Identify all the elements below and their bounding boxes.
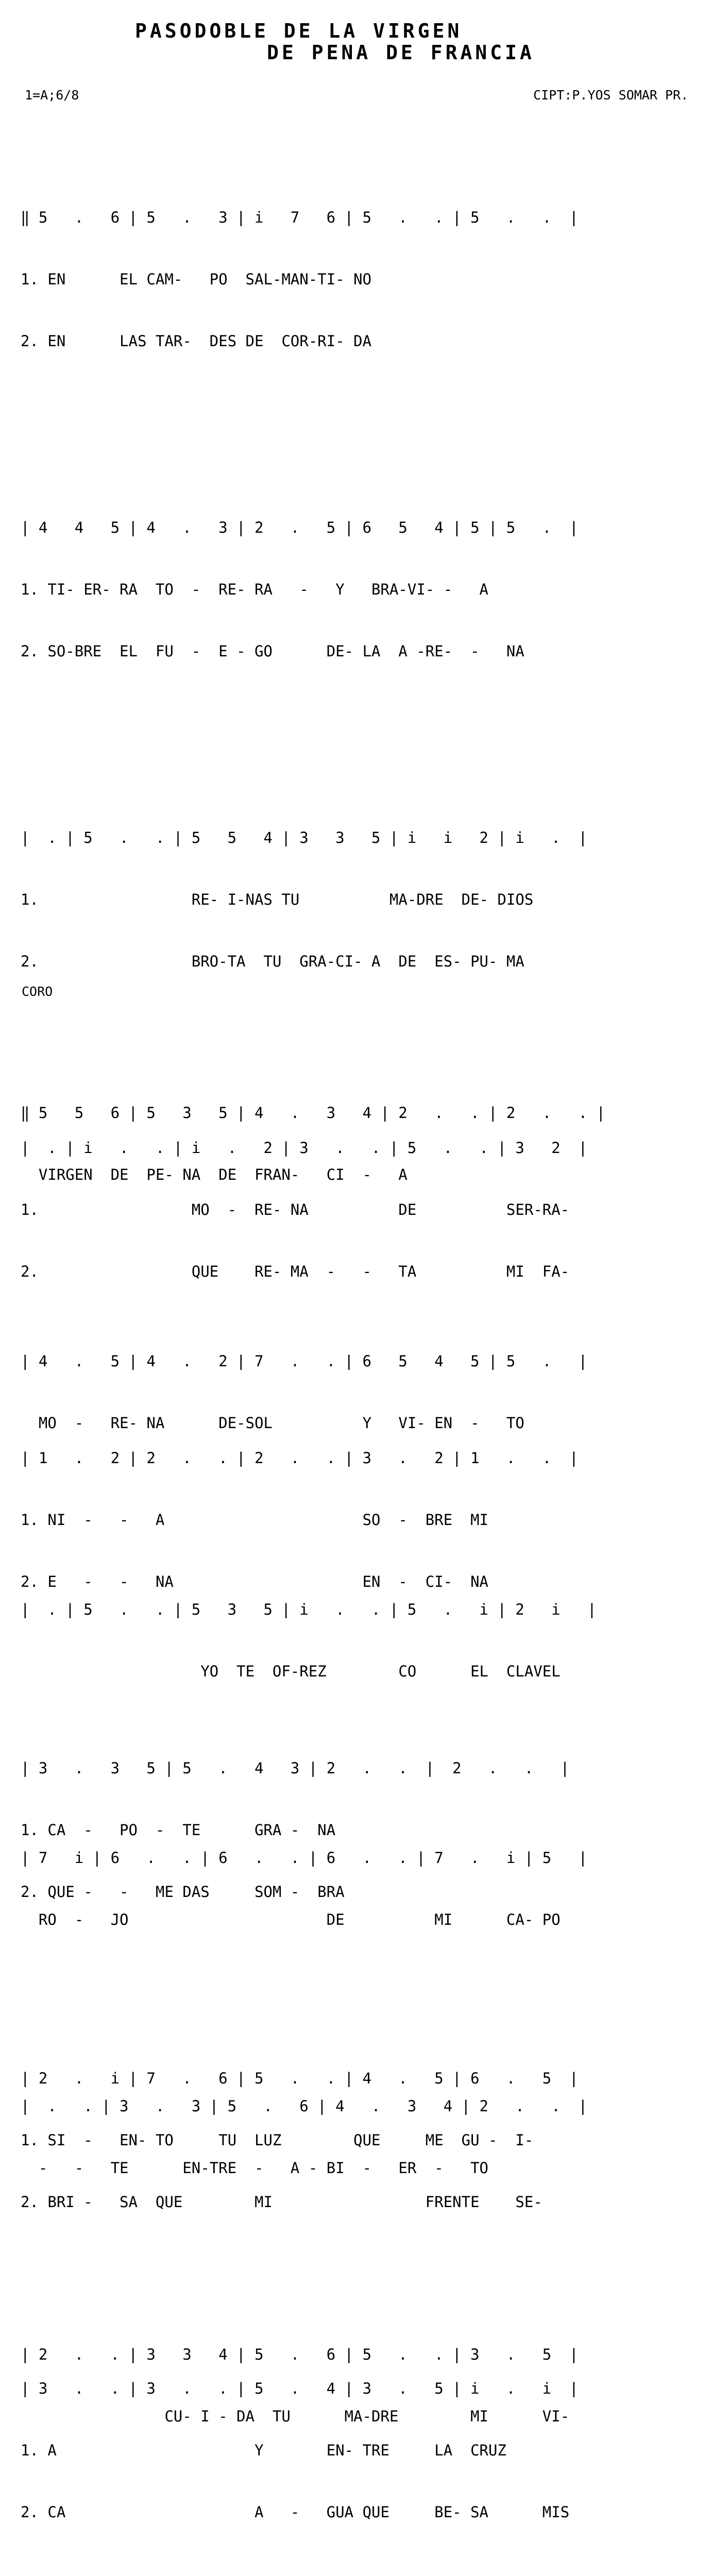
lyric-line-2: 2. QUE RE- MA - - TA MI FA- — [21, 1263, 570, 1280]
lyric-line-1: 1. TI- ER- RA TO - RE- RA - Y BRA-VI- - A — [21, 581, 488, 598]
transcription-credit: CIPT:P.YOS SOMAR PR. — [533, 88, 688, 103]
coro-score — [21, 1020, 605, 2576]
note-line: | . | 5 . . | 5 5 4 | 3 3 5 | i i 2 | i . | — [21, 829, 587, 846]
coro-system — [21, 1310, 605, 1475]
lyric-line-1: 1. SI - EN- TO TU LUZ QUE ME GU - I- — [21, 2131, 534, 2149]
note-line: | 4 4 5 | 4 . 3 | 2 . 5 | 6 5 4 | 5 | 5 . | — [21, 519, 579, 536]
verse-system — [21, 476, 605, 703]
coro-system — [21, 1558, 605, 1723]
coro-system — [21, 1061, 605, 1226]
key-signature: 1=A;6/8 — [25, 88, 79, 103]
coro-system — [21, 2303, 605, 2468]
note-line: | . | i . . | i . 2 | 3 . . | 5 . . | 3 2 | — [21, 1139, 587, 1157]
note-line: | 4 . 5 | 4 . 2 | 7 . . | 6 5 4 5 | 5 . | — [21, 1352, 587, 1370]
lyric-line-2: 2. QUE - - ME DAS SOM - BRA — [21, 1883, 345, 1901]
lyric-line-1: 1. RE- I-NAS TU MA-DRE DE- DIOS — [21, 891, 534, 908]
lyric-line-2: 2. BRI - SA QUE MI FRENTE SE- — [21, 2193, 543, 2211]
verse-system — [21, 786, 605, 1013]
note-line: | 1 . 2 | 2 . . | 2 . . | 3 . 2 | 1 . . | — [21, 1449, 579, 1467]
lyric-line-1: 1. EN EL CAM- PO SAL-MAN-TI- NO — [21, 270, 371, 288]
lyric-line: YO TE OF-REZ CO EL CLAVEL — [21, 1663, 561, 1680]
lyric-line: - - TE EN-TRE - A - BI - ER - TO — [21, 2159, 488, 2177]
lyric-line: MO - RE- NA DE-SOL Y VI- EN - TO — [21, 1414, 525, 1432]
coro-system — [21, 1806, 605, 1971]
lyric-line-2: 2. EN LAS TAR- DES DE COR-RI- DA — [21, 332, 371, 350]
note-line: | 3 . . | 3 . . | 5 . 4 | 3 . 5 | i . i | — [21, 2380, 579, 2397]
lyric-line-1: 1. A Y EN- TRE LA CRUZ — [21, 2442, 506, 2459]
title-line-2: DE PENA DE FRANCIA — [267, 41, 535, 64]
coro-system — [21, 2055, 605, 2219]
lyric-line-1: 1. NI - - A SO - BRE MI — [21, 1511, 488, 1529]
note-line: ‖ 5 5 6 | 5 3 5 | 4 . 3 4 | 2 . . | 2 . . | — [21, 1104, 605, 1122]
lyric-line-1: 1. MO - RE- NA DE SER-RA- — [21, 1201, 570, 1218]
lyric-line-2: 2. E - - NA EN - CI- NA — [21, 1573, 488, 1590]
lyric-line-1: 1. CA - PO - TE GRA - NA — [21, 1821, 336, 1839]
lyric-line: VIRGEN DE PE- NA DE FRAN- CI - A — [21, 1166, 408, 1183]
lyric-line-2: 2. CA A - GUA QUE BE- SA MIS — [21, 2503, 570, 2521]
verse-system — [21, 166, 605, 393]
note-line: | 2 . i | 7 . 6 | 5 . . | 4 . 5 | 6 . 5 | — [21, 2070, 579, 2087]
lyric-line: RO - JO DE MI CA- PO — [21, 1911, 561, 1928]
note-line: | . | 5 . . | 5 3 5 | i . . | 5 . i | 2 i | — [21, 1601, 597, 1618]
note-line: | . . | 3 . 3 | 5 . 6 | 4 . 3 4 | 2 . . | — [21, 2097, 587, 2115]
lyric-line: CU- I - DA TU MA-DRE MI VI- — [21, 2408, 570, 2425]
coro-label: CORO — [22, 984, 53, 999]
title-line-1: PASODOBLE DE LA VIRGEN — [135, 20, 463, 42]
note-line: ‖ 5 . 6 | 5 . 3 | i 7 6 | 5 . . | 5 . . | — [21, 209, 579, 226]
lyric-line-2: 2. BRO-TA TU GRA-CI- A DE ES- PU- MA — [21, 953, 525, 970]
coro-system — [21, 2551, 605, 2576]
note-line: | 2 . . | 3 3 4 | 5 . 6 | 5 . . | 3 . 5 | — [21, 2346, 579, 2363]
note-line: | 7 i | 6 . . | 6 . . | 6 . . | 7 . i | 5 | — [21, 1849, 587, 1867]
lyric-line-2: 2. SO-BRE EL FU - E - GO DE- LA A -RE- - NA — [21, 642, 525, 660]
note-line: | 3 . 3 5 | 5 . 4 3 | 2 . . | 2 . . | — [21, 1759, 570, 1777]
